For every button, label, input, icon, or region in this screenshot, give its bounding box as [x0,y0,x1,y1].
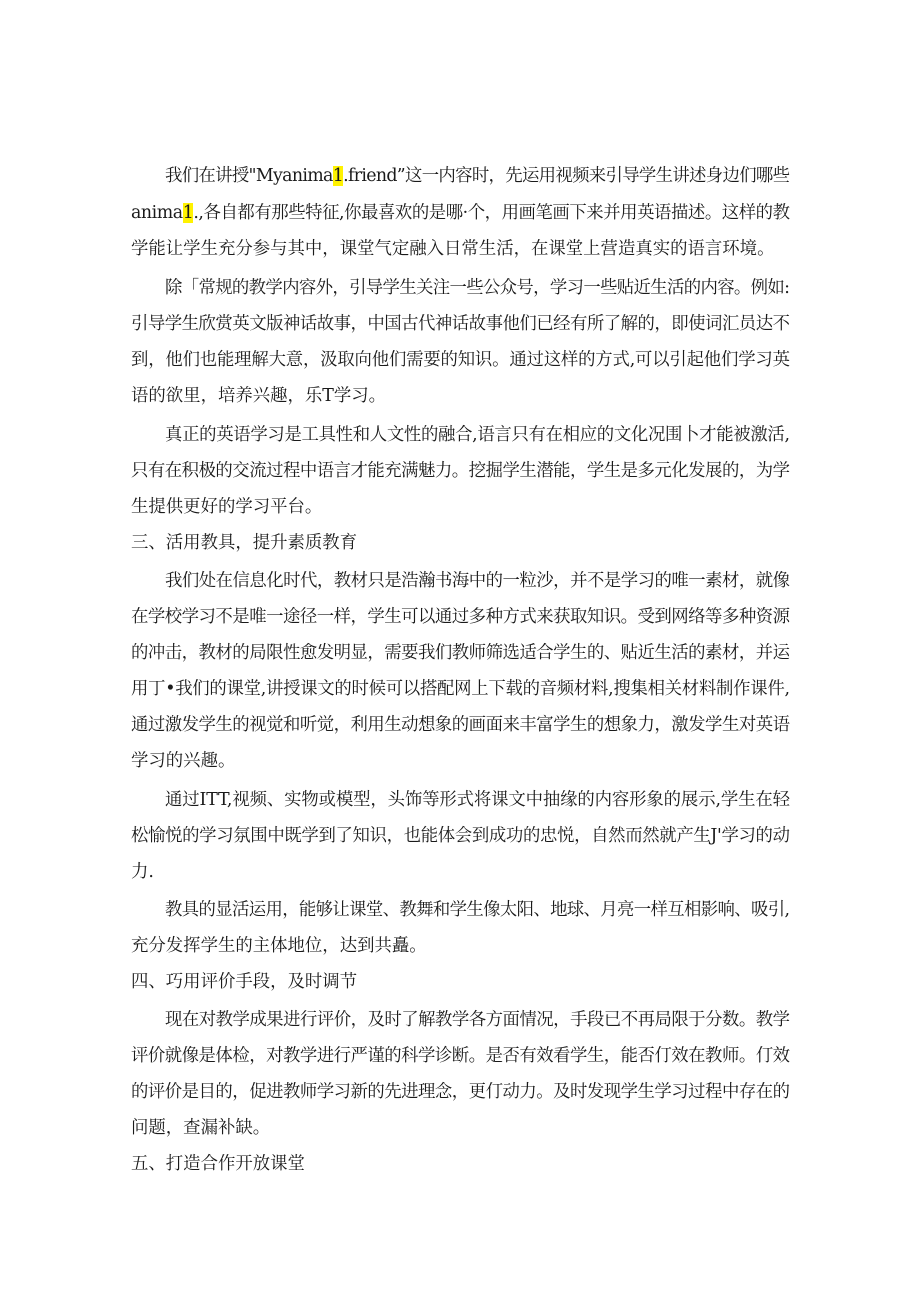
paragraph-line: 通过激发学生的视觉和听觉，利用生动想象的画面来丰富学生的想象力，激发学生对英语 [131,715,790,735]
paragraph-line: anima1.,各自都有那些特征,你最喜欢的是哪·个，用画笔画下来并用英语描述。这样的教 [131,203,790,223]
paragraph-line: 充分发挥学生的主体地位，达到共矗。 [131,936,427,956]
paragraph-line: 现在对教学成果进行评价，及时了解教学各方面情况，手段已不再局限于分数。教学 [165,1010,790,1030]
paragraph-line: 评价就像是体检，对教学进行严谨的科学诊断。是否有效看学生，能否仃效在教师。仃效 [131,1046,790,1066]
paragraph-line: 用丁•我们的课堂,讲授课文的时候可以搭配网上下载的音频材料,搜集相关材料制作课件, [131,679,790,699]
paragraph-line: 力. [131,862,154,882]
paragraph-line: 在学校学习不是唯一途径一样，学生可以通过多种方式来获取知识。受到网络等多种资源 [131,607,790,627]
section-heading: 四、巧用评价手段，及时调节 [131,972,358,992]
paragraph-line: 生提供更好的学习平台。 [131,497,323,517]
paragraph-line: 真正的英语学习是工具性和人文性的融合,语言只有在相应的文化况围卜才能被激活, [165,425,790,445]
paragraph-line: 只有在积极的交流过程中语言才能充满魅力。挖掘学生潜能，学生是多元化发展的，为学 [131,461,790,481]
paragraph-line: 学能让学生充分参与其中，课堂气定融入日常生活，在课堂上营造真实的语言环境。 [131,239,775,259]
paragraph-line: 学习的兴趣。 [131,751,236,771]
paragraph-line: 我们在讲授"Myanima1.friend”这一内容时，先运用视频来引导学生讲述身边们哪些 [165,166,790,186]
paragraph-line: 到，他们也能理解大意，汲取向他们需要的知识。通过这样的方式,可以引起他们学习英 [131,350,790,370]
highlighted-text: 1 [182,203,194,223]
paragraph-line: 语的欲里，培养兴趣，乐T学习。 [131,386,387,406]
paragraph-line: 问题，查漏补缺。 [131,1118,271,1138]
paragraph-line: 引导学生欣赏英文版神话故事，中国古代神话故事他们已经有所了解的，即使词汇员达不 [131,314,790,334]
section-heading: 三、活用教具，提升素质教育 [131,533,358,553]
paragraph-line: 的冲击，教材的局限性愈发明显，需要我们教师筛选适合学生的、贴近生活的素材，并运 [131,643,790,663]
highlighted-text: 1 [332,166,344,186]
section-heading: 五、打造合作开放课堂 [131,1154,305,1174]
paragraph-line: 通过ITT,视频、实物或模型，头饰等形式将课文中抽缘的内容形象的展示,学生在轻 [165,790,790,810]
paragraph-line: 松愉悦的学习氛围中既学到了知识，也能体会到成功的忠悦，自然而然就产生J'学习的动 [131,826,790,846]
paragraph-line: 我们处在信息化时代，教材只是浩瀚书海中的一粒沙，并不是学习的唯一素材，就像 [165,571,790,591]
paragraph-line: 教具的显活运用，能够让课堂、教舞和学生像太阳、地球、月亮一样互相影响、吸引, [165,900,790,920]
paragraph-line: 除「常规的教学内容外，引导学生关注一些公众号，学习一些贴近生活的内容。例如: [165,278,790,298]
paragraph-line: 的评价是目的，促进教师学习新的先进理念，更仃动力。及时发现学生学习过程中存在的 [131,1082,790,1102]
